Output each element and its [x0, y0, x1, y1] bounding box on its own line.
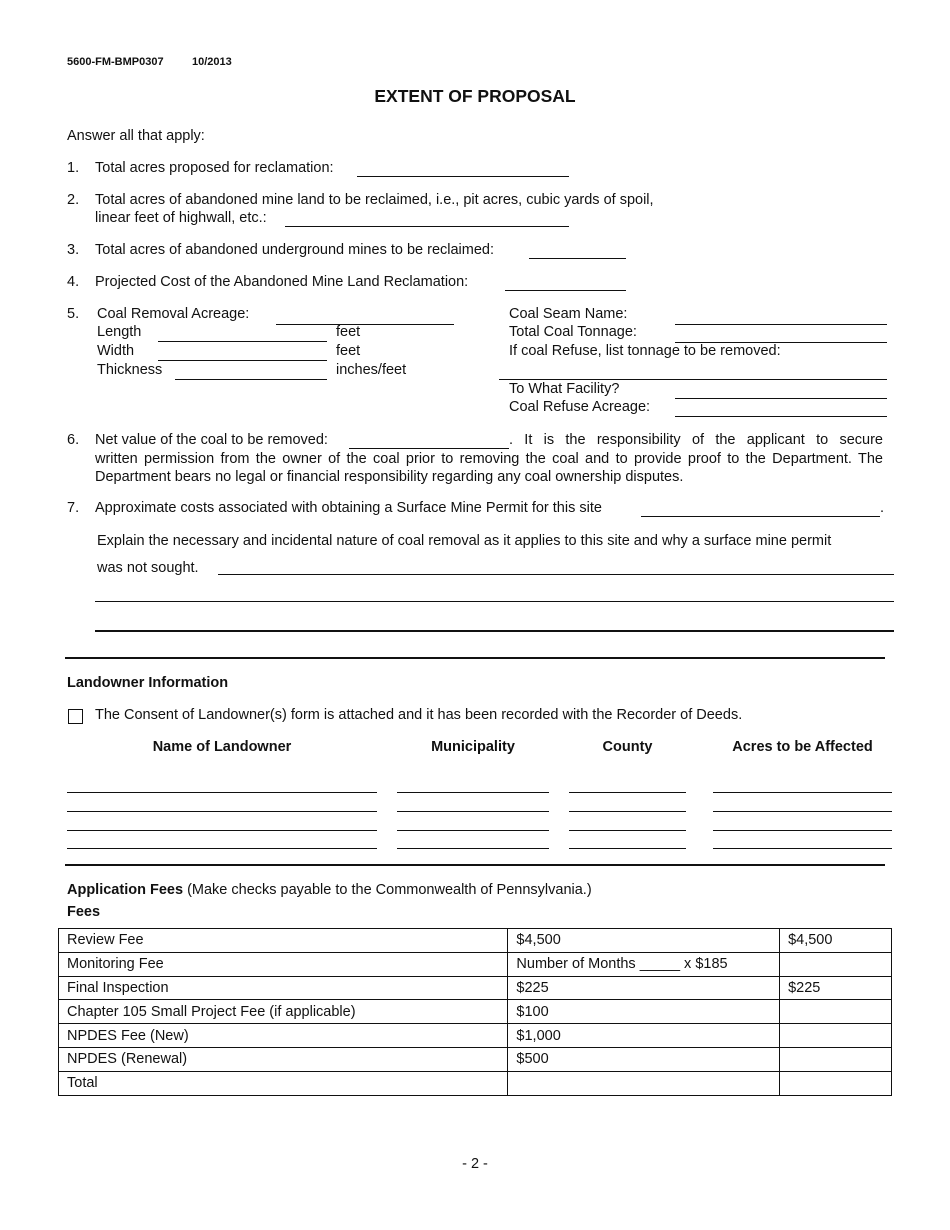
- thickness-label: Thickness: [97, 362, 163, 378]
- landowner-name-field[interactable]: [67, 830, 377, 831]
- landowner-municipality-field[interactable]: [397, 848, 549, 849]
- fee-name: Monitoring Fee: [59, 952, 508, 976]
- coal-refuse-tonnage-label: If coal Refuse, list tonnage to be removed:: [509, 343, 781, 359]
- section-divider: [65, 864, 885, 866]
- fee-total[interactable]: [780, 1024, 892, 1048]
- landowner-county-field[interactable]: [569, 848, 686, 849]
- table-row: [59, 929, 892, 953]
- fee-amount: $1,000: [508, 1024, 780, 1048]
- consent-text: The Consent of Landowner(s) form is attached and it has been recorded with the Recorder of Deeds.: [95, 707, 743, 723]
- q1-number: 1.: [67, 160, 80, 176]
- q1-total-acres-field[interactable]: [357, 160, 569, 177]
- thickness-unit: inches/feet: [336, 362, 407, 378]
- q7-label: Approximate costs associated with obtaining a Surface Mine Permit for this site: [95, 500, 602, 516]
- q3-underground-acres-field[interactable]: [529, 242, 626, 259]
- q7-surface-permit-cost-field[interactable]: [641, 500, 880, 517]
- table-row: [59, 952, 892, 976]
- coal-removal-acreage-field[interactable]: [276, 308, 454, 325]
- landowner-name-field[interactable]: [67, 811, 377, 812]
- fee-total[interactable]: [780, 952, 892, 976]
- fees-heading-note: (Make checks payable to the Commonwealth of Pennsylvania.): [187, 882, 592, 898]
- q4-projected-cost-field[interactable]: [505, 274, 626, 291]
- q6-label: Net value of the coal to be removed:: [95, 432, 328, 448]
- fees-subheading: Fees: [67, 904, 101, 920]
- q6-net-value-field[interactable]: [349, 432, 509, 449]
- landowner-name-field[interactable]: [67, 848, 377, 849]
- length-label: Length: [97, 324, 142, 340]
- q7-explain-line1: Explain the necessary and incidental nature of coal removal as it applies to this site and why a surface mine permit: [97, 533, 832, 549]
- landowner-county-field[interactable]: [569, 830, 686, 831]
- table-row: [59, 1047, 892, 1071]
- col-county: County: [602, 739, 653, 755]
- length-field[interactable]: [158, 325, 327, 342]
- q6-number: 6.: [67, 432, 80, 448]
- fee-name: NPDES Fee (New): [59, 1024, 508, 1048]
- fee-amount: [508, 1071, 780, 1095]
- width-field[interactable]: [158, 344, 327, 361]
- landowner-municipality-field[interactable]: [397, 811, 549, 812]
- revision-date: 10/2013: [192, 56, 232, 68]
- table-row: [59, 1024, 892, 1048]
- fee-name: Chapter 105 Small Project Fee (if applicable): [59, 1000, 508, 1024]
- coal-seam-name-field[interactable]: [675, 308, 887, 325]
- coal-refuse-tonnage-field[interactable]: [499, 363, 887, 380]
- q7-period: .: [880, 500, 885, 516]
- q7-number: 7.: [67, 500, 80, 516]
- landowner-municipality-field[interactable]: [397, 792, 549, 793]
- length-unit: feet: [336, 324, 361, 340]
- col-name-of-landowner: Name of Landowner: [152, 739, 292, 755]
- fee-total[interactable]: [780, 1047, 892, 1071]
- intro-text: Answer all that apply:: [67, 128, 205, 144]
- page-number: - 2 -: [462, 1156, 488, 1172]
- landowner-heading: Landowner Information: [67, 675, 229, 691]
- width-label: Width: [97, 343, 135, 359]
- q6-text-a: . It is the responsibility of the applicant to secure: [509, 432, 883, 448]
- fees-table: [58, 928, 892, 1096]
- total-coal-tonnage-field[interactable]: [675, 326, 887, 343]
- width-unit: feet: [336, 343, 361, 359]
- coal-removal-acreage-label: Coal Removal Acreage:: [97, 306, 250, 322]
- fee-total[interactable]: [780, 1071, 892, 1095]
- landowner-county-field[interactable]: [569, 792, 686, 793]
- to-what-facility-label: To What Facility?: [509, 381, 620, 397]
- q2-label-line2: linear feet of highwall, etc.:: [95, 210, 267, 226]
- fee-total[interactable]: [780, 1000, 892, 1024]
- fee-name: Review Fee: [59, 929, 508, 953]
- table-row: [59, 976, 892, 1000]
- landowner-acres-field[interactable]: [713, 848, 892, 849]
- q4-number: 4.: [67, 274, 80, 290]
- coal-refuse-acreage-label: Coal Refuse Acreage:: [509, 399, 651, 415]
- table-row: [59, 1000, 892, 1024]
- explain-line-1[interactable]: [218, 574, 894, 575]
- q6-text-b: written permission from the owner of the coal prior to removing the coal and to provide proof to the Department. The Department bears no legal or financial responsibility regarding any coal ownership disputes.: [95, 451, 883, 485]
- fees-heading: [67, 882, 592, 898]
- table-row: [59, 1071, 892, 1095]
- q7-explain-line2: was not sought.: [97, 560, 199, 576]
- section-divider: [65, 657, 885, 659]
- fee-total[interactable]: $4,500: [780, 929, 892, 953]
- coal-seam-name-label: Coal Seam Name:: [509, 306, 628, 322]
- landowner-acres-field[interactable]: [713, 792, 892, 793]
- q1-label: Total acres proposed for reclamation:: [95, 160, 334, 176]
- landowner-name-field[interactable]: [67, 792, 377, 793]
- explain-line-2[interactable]: [95, 601, 894, 602]
- explain-line-3[interactable]: [95, 630, 894, 632]
- fee-amount: $500: [508, 1047, 780, 1071]
- col-acres-affected: Acres to be Affected: [732, 739, 873, 755]
- fees-heading-bold: Application Fees: [67, 882, 184, 898]
- landowner-municipality-field[interactable]: [397, 830, 549, 831]
- fee-amount: $100: [508, 1000, 780, 1024]
- fee-name: Total: [59, 1071, 508, 1095]
- to-what-facility-field[interactable]: [675, 382, 887, 399]
- q2-abandoned-land-field[interactable]: [285, 210, 569, 227]
- total-coal-tonnage-label: Total Coal Tonnage:: [509, 324, 637, 340]
- fee-amount[interactable]: Number of Months _____ x $185: [508, 952, 780, 976]
- fee-name: Final Inspection: [59, 976, 508, 1000]
- q3-label: Total acres of abandoned underground mines to be reclaimed:: [95, 242, 495, 258]
- landowner-acres-field[interactable]: [713, 811, 892, 812]
- thickness-field[interactable]: [175, 363, 327, 380]
- q5-number: 5.: [67, 306, 80, 322]
- fee-name: NPDES (Renewal): [59, 1047, 508, 1071]
- coal-refuse-acreage-field[interactable]: [675, 400, 887, 417]
- col-municipality: Municipality: [431, 739, 515, 755]
- consent-checkbox[interactable]: [68, 709, 83, 724]
- form-number: 5600-FM-BMP0307: [67, 56, 164, 68]
- q3-number: 3.: [67, 242, 80, 258]
- fee-amount: $4,500: [508, 929, 780, 953]
- page-title: EXTENT OF PROPOSAL: [374, 86, 576, 106]
- q2-number: 2.: [67, 192, 80, 208]
- fee-total[interactable]: $225: [780, 976, 892, 1000]
- landowner-county-field[interactable]: [569, 811, 686, 812]
- landowner-acres-field[interactable]: [713, 830, 892, 831]
- q4-label: Projected Cost of the Abandoned Mine Land Reclamation:: [95, 274, 469, 290]
- q2-label-line1: Total acres of abandoned mine land to be reclaimed, i.e., pit acres, cubic yards of spoil,: [95, 192, 654, 208]
- fee-amount: $225: [508, 976, 780, 1000]
